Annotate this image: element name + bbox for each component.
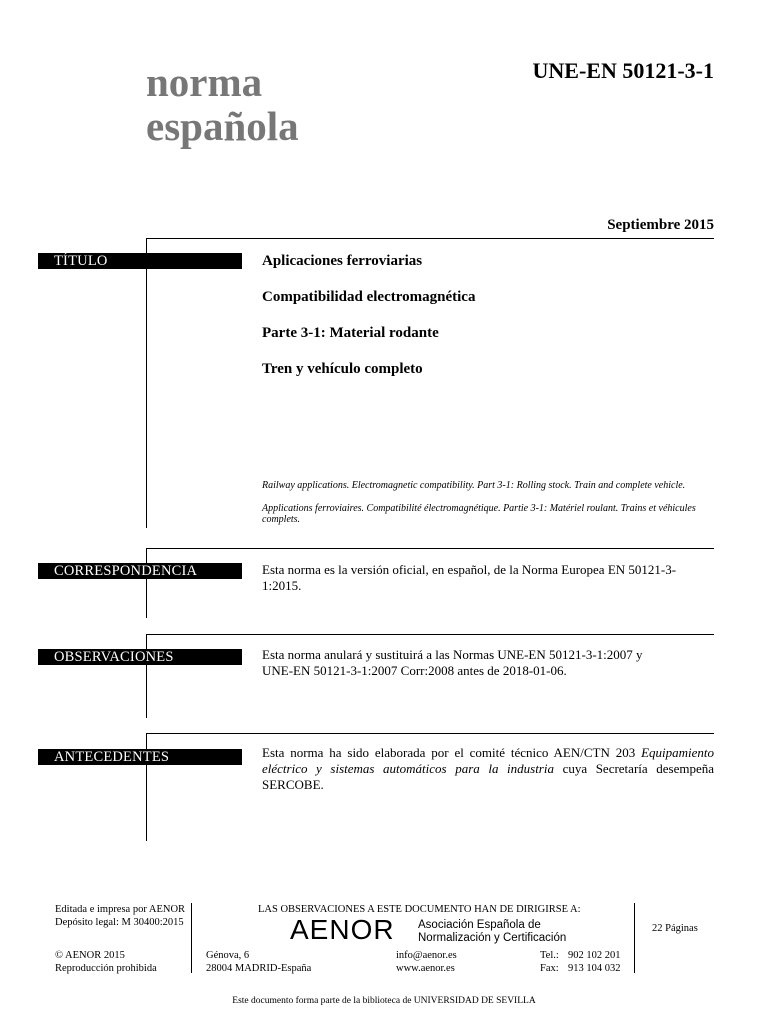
antecedentes-committee-name: Equipamiento eléctrico y sistemas automáticos para la industria	[262, 745, 714, 776]
title-line-1: Aplicaciones ferroviarias	[262, 253, 423, 269]
web-link[interactable]: www.aenor.es	[396, 963, 455, 974]
deposito-legal: Depósito legal: M 30400:2015	[55, 917, 184, 928]
section-divider	[146, 733, 714, 734]
section-vertical-rule	[146, 634, 147, 718]
footer-address	[206, 949, 311, 975]
reproduccion-text: Reproducción prohibida	[55, 963, 157, 974]
antecedentes-label: ANTECEDENTES	[38, 749, 242, 765]
observaciones-line-1: Esta norma anulará y sustituirá a las Normas UNE-EN 50121-3-1:2007 y	[262, 647, 643, 662]
copyright-icon: ©	[55, 950, 63, 961]
title-line-4: Tren y vehículo completo	[262, 361, 423, 377]
observaciones-line-2: UNE-EN 50121-3-1:2007 Corr:2008 antes de 2018-01-06.	[262, 663, 567, 678]
fax-number: 913 104 032	[568, 963, 621, 974]
brand-line-2: española	[146, 103, 299, 149]
section-divider	[146, 238, 714, 239]
email-link[interactable]: info@aenor.es	[396, 950, 457, 961]
title-line-3: Parte 3-1: Material rodante	[262, 325, 439, 341]
footer-divider	[634, 903, 635, 973]
title-line-2: Compatibilidad electromagnética	[262, 289, 476, 305]
copyright-text: AENOR 2015	[65, 950, 125, 961]
antecedentes-pre: Esta norma ha sido elaborada por el comité técnico AEN/CTN 203	[262, 745, 642, 760]
brand-line-1: norma	[146, 59, 263, 105]
tel-label: Tel.:	[540, 950, 559, 961]
address-line-1: Génova, 6	[206, 950, 250, 961]
section-vertical-rule	[146, 548, 147, 618]
aenor-name-line-2: Normalización y Certificación	[418, 932, 567, 944]
antecedentes-post: cuya Secretaría desempeña SERCOBE.	[262, 761, 714, 792]
titulo-label: TÍTULO	[38, 253, 242, 269]
title-english: Railway applications. Electromagnetic compatibility. Part 3-1: Rolling stock. Train and complete vehicle.	[262, 480, 686, 491]
title-french: Applications ferroviaires. Compatibilité électromagnétique. Partie 3-1: Matériel roulant. Trains et véhicules complets.	[262, 503, 696, 525]
section-divider	[146, 548, 714, 549]
footer-contact	[396, 949, 457, 975]
footer-phone-values	[568, 949, 621, 975]
footer-copyright	[55, 949, 157, 975]
footer-phone-labels	[540, 949, 559, 975]
aenor-logo: AENOR	[290, 914, 395, 945]
address-line-2: 28004 MADRID-España	[206, 963, 312, 974]
footer-divider	[191, 903, 192, 973]
publication-date: Septiembre 2015	[607, 217, 714, 233]
page-count: 22 Páginas	[652, 923, 698, 934]
correspondencia-label: CORRESPONDENCIA	[38, 563, 242, 579]
observaciones-notice: LAS OBSERVACIONES A ESTE DOCUMENTO HAN DE DIRIGIRSE A:	[258, 904, 581, 915]
observaciones-label: OBSERVACIONES	[38, 649, 242, 665]
antecedentes-text	[262, 745, 714, 793]
footer-editor	[55, 903, 185, 929]
correspondencia-text: Esta norma es la versión oficial, en español, de la Norma Europea EN 50121-3-1:2015.	[262, 562, 677, 593]
section-divider	[146, 634, 714, 635]
fax-label: Fax:	[540, 963, 559, 974]
aenor-full-name	[418, 919, 566, 945]
observaciones-text	[262, 647, 714, 679]
editada-text: Editada e impresa por AENOR	[55, 904, 186, 915]
library-note: Este documento forma parte de la biblioteca de UNIVERSIDAD DE SEVILLA	[232, 996, 536, 1006]
aenor-name-line-1: Asociación Española de	[418, 919, 541, 931]
tel-number: 902 102 201	[568, 950, 621, 961]
standard-code: UNE-EN 50121-3-1	[532, 58, 714, 83]
section-vertical-rule	[146, 238, 147, 528]
